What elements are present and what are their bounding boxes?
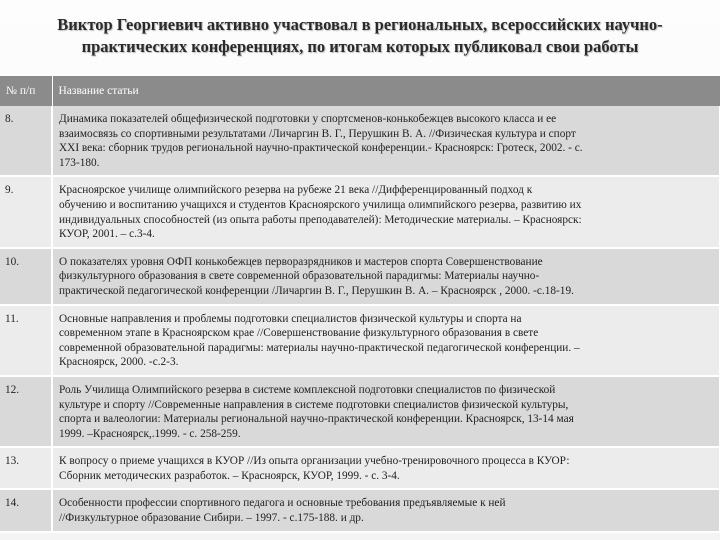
- citation-line: О показателях уровня ОФП конькобежцев перворазрядников и мастеров спорта Совершенствование: [59, 255, 543, 268]
- row-number: 10.: [0, 248, 52, 305]
- citation-line: современной образовательной парадигмы: материалы научно-практической педагогической конференции. –: [59, 341, 580, 354]
- column-header-number: № п/п: [0, 76, 52, 106]
- table-row: [0, 106, 720, 176]
- citation-line: культуре и спорту //Современные направления в системе подготовки специалистов физической культуры,: [59, 398, 569, 411]
- row-citation: [52, 376, 720, 447]
- citation-line: XXI века: сборник трудов региональной научно-практической конференции.- Красноярск: Гротеск, 2002. - с.: [59, 142, 583, 155]
- citation-line: взаимосвязь со спортивными результатами /Личаргин В. Г., Перушкин В. А. //Физическая культура и спорт: [59, 127, 576, 140]
- citation-line: физкультурного образования в свете современной образовательной парадигмы: Материалы научно-: [59, 270, 540, 283]
- row-citation: [52, 489, 720, 531]
- row-citation: [52, 447, 720, 489]
- citation-line: Особенности профессии спортивного педагога и основные требования предъявляемые к ней: [59, 497, 506, 510]
- row-number: 8.: [0, 106, 52, 176]
- table-row: [0, 447, 720, 489]
- citation-line: К вопросу о приеме учащихся в КУОР //Из опыта организации учебно-тренировочного процесса в КУОР:: [59, 455, 570, 468]
- citation-line: //Физкультурное образование Сибири. – 1997. - с.175-188. и др.: [59, 512, 364, 525]
- citation-line: обучению и воспитанию учащихся и студентов Красноярского училища олимпийского резерва, развитию их: [59, 198, 582, 211]
- page-title: [10, 14, 710, 74]
- citation-line: Динамика показателей общефизической подготовки у спортсменов-конькобежцев высокого класса и ее: [59, 113, 557, 125]
- table-row: [0, 376, 720, 447]
- column-header-title: Название статьи: [52, 76, 720, 106]
- table-row: [0, 489, 720, 531]
- citation-line: КУОР, 2001. – с.3-4.: [59, 228, 155, 241]
- citation-line: 1999. –Красноярск,.1999. - с. 258-259.: [59, 427, 241, 440]
- title-line-2: практических конференциях, по итогам которых публиковал свои работы: [81, 37, 639, 56]
- publications-table: [0, 76, 720, 533]
- citation-line: практической педагогической конференции /Личаргин В. Г., Перушкин В. А. – Красноярск , 2000. -с.18-19.: [59, 284, 574, 297]
- citation-line: Красноярское училище олимпийского резерва на рубеже 21 века //Дифференцированный подход к: [59, 184, 533, 197]
- row-number: 14.: [0, 489, 52, 531]
- citation-line: Роль Училища Олимпийского резерва в системе комплексной подготовки специалистов по физической: [59, 383, 556, 396]
- row-number: 9.: [0, 176, 52, 247]
- title-line-1: Виктор Георгиевич активно участвовал в региональных, всероссийских научно-: [57, 15, 663, 34]
- table-header-row: [0, 76, 720, 106]
- row-citation: [52, 106, 720, 176]
- table-row: [0, 248, 720, 305]
- citation-line: Сборник методических разработок. – Красноярск, КУОР, 1999. - с. 3-4.: [59, 469, 400, 482]
- citation-line: индивидуальных способностей (из опыта работы преподавателей): Методические материалы. – Красноярск:: [59, 213, 582, 226]
- row-number: 13.: [0, 447, 52, 489]
- citation-line: спорта и валеологии: Материалы региональной научно-практической конференции. Красноярск, 13-14 мая: [59, 413, 574, 426]
- citation-line: Красноярск, 2000. -с.2-3.: [59, 356, 179, 369]
- row-citation: [52, 248, 720, 305]
- citation-line: Основные направления и проблемы подготовки специалистов физической культуры и спорта на: [59, 312, 522, 325]
- table-row: [0, 176, 720, 247]
- citation-line: современном этапе в Красноярском крае //Совершенствование физкультурного образования в свете: [59, 327, 539, 340]
- row-number: 12.: [0, 376, 52, 447]
- row-citation: [52, 176, 720, 247]
- table-row: [0, 305, 720, 376]
- row-citation: [52, 305, 720, 376]
- row-number: 11.: [0, 305, 52, 376]
- citation-line: 173-180.: [59, 156, 100, 169]
